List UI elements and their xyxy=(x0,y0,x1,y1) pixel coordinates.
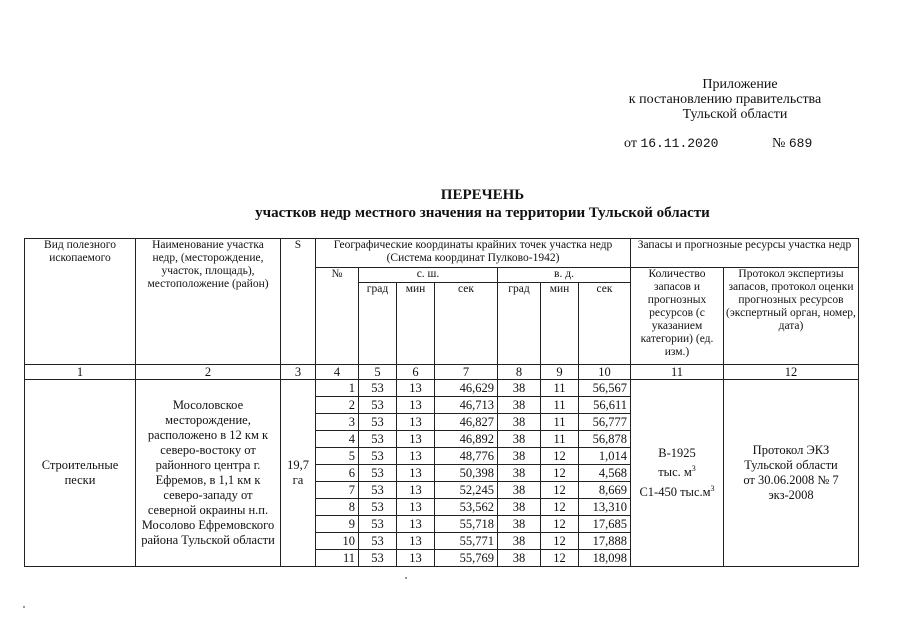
cell-point-no: 8 xyxy=(316,499,359,516)
cell-lat-deg: 53 xyxy=(359,431,397,448)
cell-point-no: 2 xyxy=(316,397,359,414)
cell-lat-sec: 53,562 xyxy=(435,499,498,516)
cell-lon-min: 12 xyxy=(541,533,579,550)
header-lat-deg: град xyxy=(359,283,397,365)
cell-lon-sec: 18,098 xyxy=(579,550,631,567)
column-number-3: 3 xyxy=(281,365,316,380)
header-lon-sec: сек xyxy=(579,283,631,365)
cell-lat-min: 13 xyxy=(397,550,435,567)
cell-lon-sec: 56,878 xyxy=(579,431,631,448)
column-number-7: 7 xyxy=(435,365,498,380)
cell-point-no: 10 xyxy=(316,533,359,550)
scan-speck xyxy=(405,577,407,579)
header-lat: с. ш. xyxy=(359,268,498,283)
cell-lat-min: 13 xyxy=(397,431,435,448)
header-reserves: Запасы и прогнозные ресурсы участка недр xyxy=(631,239,859,268)
header-lat-sec: сек xyxy=(435,283,498,365)
doc-subtitle: участков недр местного значения на территории Тульской области xyxy=(255,205,710,221)
cell-lat-min: 13 xyxy=(397,465,435,482)
cell-lat-deg: 53 xyxy=(359,397,397,414)
column-number-4: 4 xyxy=(316,365,359,380)
cell-lat-min: 13 xyxy=(397,448,435,465)
cell-lon-min: 12 xyxy=(541,550,579,567)
cell-lon-deg: 38 xyxy=(498,482,541,499)
decree-line xyxy=(624,136,813,152)
cell-lat-min: 13 xyxy=(397,397,435,414)
cell-lat-deg: 53 xyxy=(359,448,397,465)
header-point-no: № xyxy=(316,268,359,365)
cell-lon-deg: 38 xyxy=(498,380,541,397)
column-number-8: 8 xyxy=(498,365,541,380)
cell-lon-deg: 38 xyxy=(498,448,541,465)
cell-lon-deg: 38 xyxy=(498,550,541,567)
appendix-line3: Тульской области xyxy=(682,107,788,122)
column-number-12: 12 xyxy=(724,365,859,380)
cell-lon-min: 11 xyxy=(541,380,579,397)
column-number-6: 6 xyxy=(397,365,435,380)
column-number-5: 5 xyxy=(359,365,397,380)
header-quantity: Количество запасов и прогнозных ресурсов (с указанием категории) (ед. изм.) xyxy=(631,268,724,365)
quantity-line1: В-1925 xyxy=(658,446,696,461)
cell-lon-deg: 38 xyxy=(498,516,541,533)
decree-number-group xyxy=(772,136,812,152)
quantity-line3 xyxy=(634,481,720,500)
appendix-line2: к постановлению правительства xyxy=(628,92,822,107)
cell-lat-min: 13 xyxy=(397,380,435,397)
cell-lon-min: 12 xyxy=(541,499,579,516)
cell-lon-sec: 56,567 xyxy=(579,380,631,397)
cell-quantity xyxy=(631,380,724,567)
cell-protocol: Протокол ЭКЗ Тульской области от 30.06.2008 № 7 экз-2008 xyxy=(724,380,859,567)
decree-date: 16.11.2020 xyxy=(640,136,719,151)
column-number-9: 9 xyxy=(541,365,579,380)
cell-lat-sec: 48,776 xyxy=(435,448,498,465)
cell-lon-min: 12 xyxy=(541,465,579,482)
appendix-block xyxy=(560,77,890,122)
quantity-line2 xyxy=(634,461,720,480)
cell-lon-sec: 4,568 xyxy=(579,465,631,482)
cell-lon-min: 12 xyxy=(541,482,579,499)
subsoil-table xyxy=(24,238,859,567)
cell-point-no: 9 xyxy=(316,516,359,533)
cell-point-no: 4 xyxy=(316,431,359,448)
cell-lat-deg: 53 xyxy=(359,533,397,550)
cell-area-unit: га xyxy=(292,473,304,487)
decree-number-label: № xyxy=(772,136,786,151)
cell-lat-deg: 53 xyxy=(359,550,397,567)
cell-lat-min: 13 xyxy=(397,516,435,533)
cell-lat-sec: 46,629 xyxy=(435,380,498,397)
header-lon-min: мин xyxy=(541,283,579,365)
cell-lat-deg: 53 xyxy=(359,482,397,499)
doc-title: ПЕРЕЧЕНЬ xyxy=(440,187,525,203)
cell-lat-sec: 46,827 xyxy=(435,414,498,431)
quantity-unit: тыс. м xyxy=(658,465,692,480)
cell-name: Мосоловское месторождение, расположено в 12 км к северо-востоку от районного центра г. Ефремов, в 1,1 км к северо-западу от северной окраины н.п. Мосолово Ефремовского района Тульской области xyxy=(136,380,281,567)
cell-lon-deg: 38 xyxy=(498,414,541,431)
cell-lat-deg: 53 xyxy=(359,465,397,482)
cell-lat-sec: 50,398 xyxy=(435,465,498,482)
cell-lon-min: 11 xyxy=(541,414,579,431)
cell-lat-sec: 52,245 xyxy=(435,482,498,499)
cell-lon-min: 11 xyxy=(541,431,579,448)
header-lat-min: мин xyxy=(397,283,435,365)
cell-point-no: 6 xyxy=(316,465,359,482)
column-number-10: 10 xyxy=(579,365,631,380)
cell-lat-sec: 55,771 xyxy=(435,533,498,550)
cell-kind: Строительные пески xyxy=(25,380,136,567)
appendix-line1: Приложение xyxy=(702,77,778,92)
cell-lon-deg: 38 xyxy=(498,397,541,414)
cell-lon-deg: 38 xyxy=(498,431,541,448)
column-number-row xyxy=(25,365,859,380)
cell-lon-sec: 8,669 xyxy=(579,482,631,499)
cell-lon-min: 12 xyxy=(541,448,579,465)
cell-area-value: 19,7 xyxy=(287,458,309,472)
cell-lon-sec: 56,777 xyxy=(579,414,631,431)
cell-point-no: 7 xyxy=(316,482,359,499)
cell-lon-min: 12 xyxy=(541,516,579,533)
quantity-unit-sup: 3 xyxy=(691,464,696,474)
cell-lat-sec: 46,892 xyxy=(435,431,498,448)
header-lon-deg: град xyxy=(498,283,541,365)
header-lon: в. д. xyxy=(498,268,631,283)
cell-lon-sec: 56,611 xyxy=(579,397,631,414)
cell-area xyxy=(281,380,316,567)
cell-lat-sec: 55,769 xyxy=(435,550,498,567)
decree-from-label: от xyxy=(624,136,637,151)
cell-point-no: 3 xyxy=(316,414,359,431)
quantity-c1: С1-450 тыс.м xyxy=(639,484,711,499)
cell-lat-min: 13 xyxy=(397,499,435,516)
header-name: Наименование участка недр, (месторождение, участок, площадь), местоположение (район) xyxy=(136,239,281,365)
cell-lon-sec: 17,888 xyxy=(579,533,631,550)
cell-lon-sec: 17,685 xyxy=(579,516,631,533)
cell-lat-sec: 46,713 xyxy=(435,397,498,414)
cell-lon-sec: 1,014 xyxy=(579,448,631,465)
cell-lat-deg: 53 xyxy=(359,380,397,397)
cell-lat-min: 13 xyxy=(397,414,435,431)
cell-point-no: 5 xyxy=(316,448,359,465)
cell-lat-deg: 53 xyxy=(359,516,397,533)
column-number-1: 1 xyxy=(25,365,136,380)
cell-lon-deg: 38 xyxy=(498,533,541,550)
column-number-2: 2 xyxy=(136,365,281,380)
scan-speck xyxy=(23,606,25,608)
cell-lon-sec: 13,310 xyxy=(579,499,631,516)
column-number-11: 11 xyxy=(631,365,724,380)
header-geo: Географические координаты крайних точек участка недр (Система координат Пулково-1942) xyxy=(316,239,631,268)
table-row xyxy=(25,380,859,397)
cell-lat-sec: 55,718 xyxy=(435,516,498,533)
cell-lon-deg: 38 xyxy=(498,499,541,516)
cell-lat-min: 13 xyxy=(397,533,435,550)
header-s: S xyxy=(281,239,316,365)
quantity-c1-sup: 3 xyxy=(710,483,715,493)
cell-lat-deg: 53 xyxy=(359,414,397,431)
cell-lat-deg: 53 xyxy=(359,499,397,516)
cell-point-no: 1 xyxy=(316,380,359,397)
cell-lon-min: 11 xyxy=(541,397,579,414)
cell-lat-min: 13 xyxy=(397,482,435,499)
decree-number: 689 xyxy=(788,136,813,151)
header-kind: Вид полезного ископаемого xyxy=(25,239,136,365)
header-protocol: Протокол экспертизы запасов, протокол оценки прогнозных ресурсов (экспертный орган, номер, дата) xyxy=(724,268,859,365)
cell-point-no: 11 xyxy=(316,550,359,567)
cell-lon-deg: 38 xyxy=(498,465,541,482)
